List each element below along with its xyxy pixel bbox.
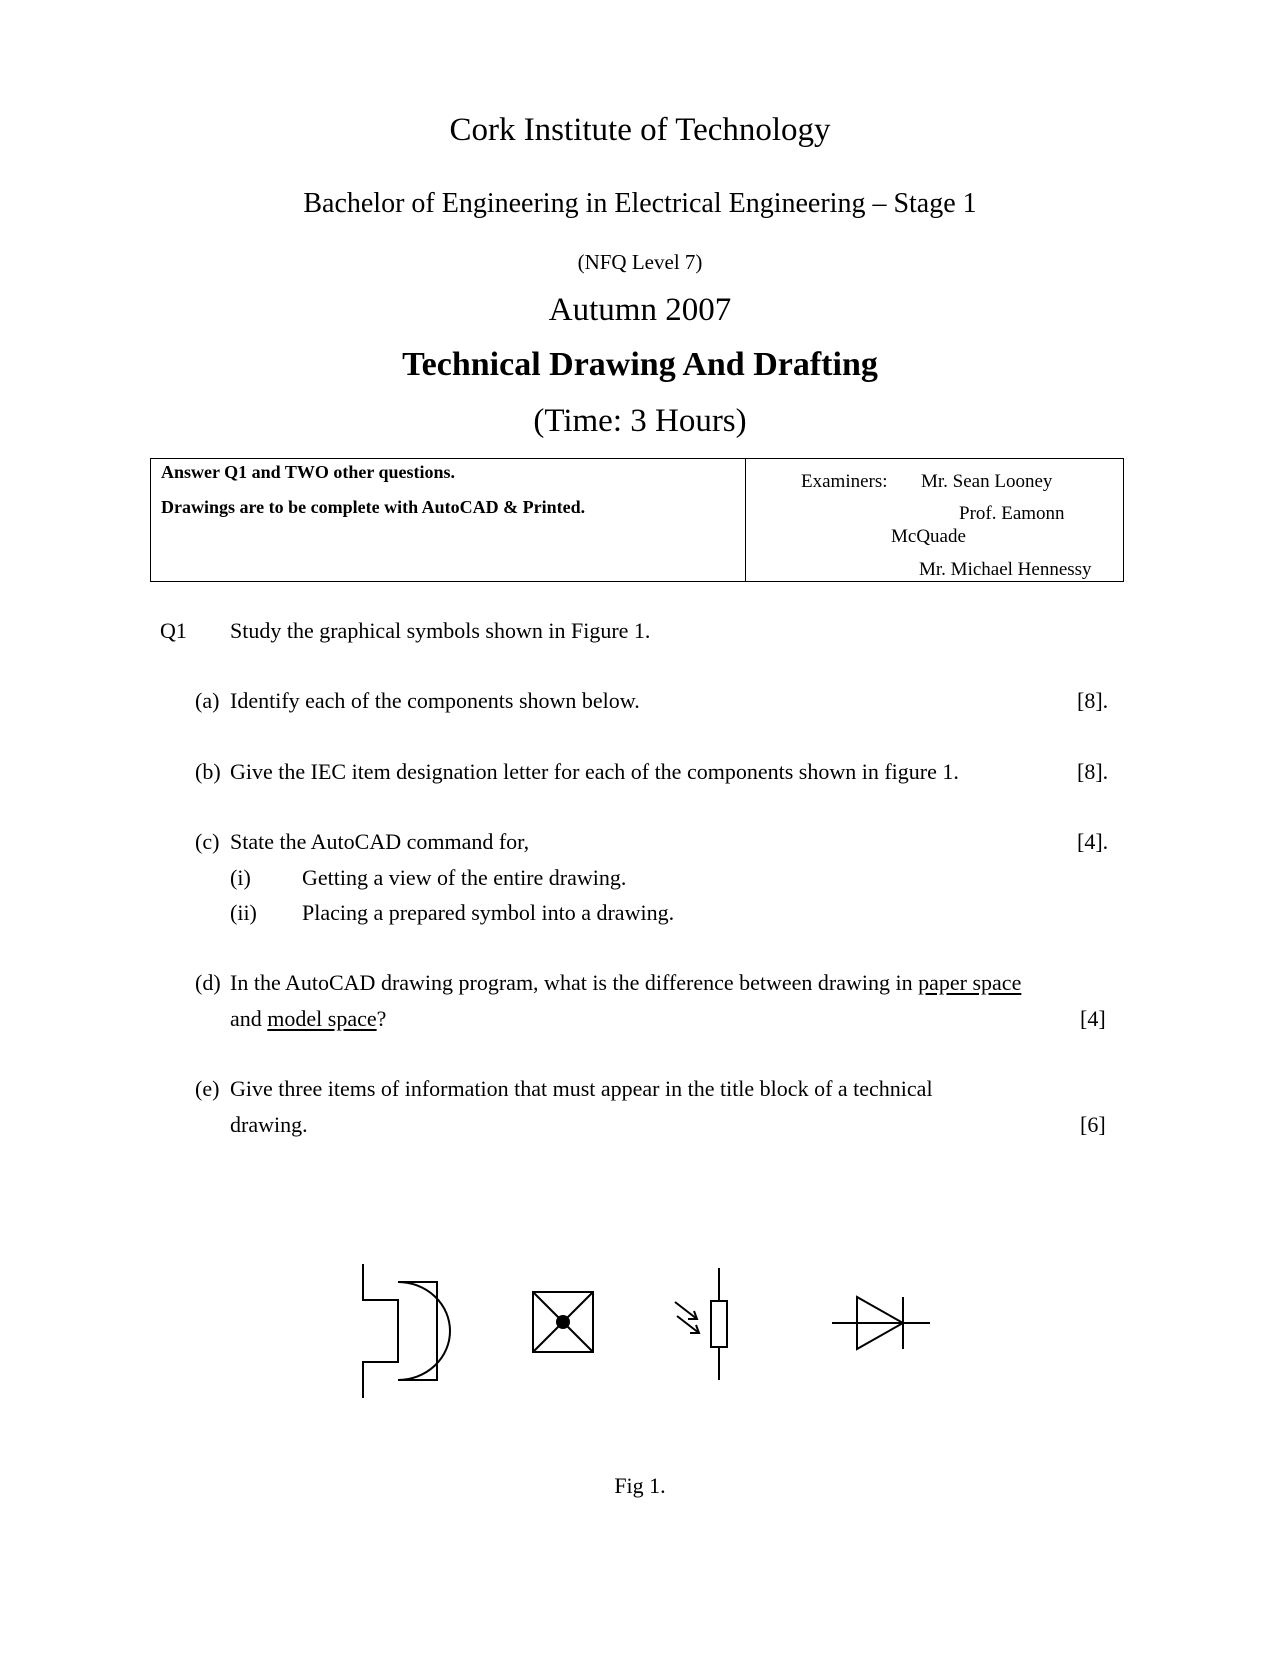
sub-part-label: (ii) (230, 900, 257, 925)
examiner-name: Mr. Michael Hennessy (919, 559, 1092, 580)
figure-1-symbols (0, 1250, 1280, 1400)
lamp-symbol (533, 1292, 593, 1352)
figure-caption: Fig 1. (614, 1473, 666, 1498)
part-b-text: Give the IEC item designation letter for each of the components shown in figure 1. (230, 759, 959, 784)
institute-name: Cork Institute of Technology (449, 112, 831, 148)
instruction-line: Drawings are to be complete with AutoCAD & Printed. (161, 497, 586, 517)
part-d-text: In the AutoCAD drawing program, what is the difference between drawing in (230, 970, 919, 995)
part-d-text: ? (376, 1006, 387, 1031)
part-e-mark: [6] (1080, 1112, 1106, 1137)
part-label: (a) (195, 688, 220, 713)
part-label: (b) (195, 759, 221, 784)
part-e-line2: drawing. (230, 1112, 308, 1137)
part-label: (d) (195, 970, 221, 995)
part-c-text: State the AutoCAD command for, (230, 829, 530, 854)
exam-duration: (Time: 3 Hours) (533, 403, 747, 439)
sub-part-text: Getting a view of the entire drawing. (302, 865, 627, 890)
programme-title: Bachelor of Engineering in Electrical Engineering – Stage 1 (303, 188, 977, 219)
question-intro: Study the graphical symbols shown in Figure 1. (230, 618, 651, 643)
part-b-mark: [8]. (1077, 759, 1109, 784)
loudspeaker-symbol (363, 1264, 450, 1398)
part-d-mark: [4] (1080, 1006, 1106, 1031)
term-model-space: model space (267, 1006, 377, 1031)
nfq-level: (NFQ Level 7) (577, 250, 703, 274)
instructions-cell (151, 459, 746, 581)
exam-session: Autumn 2007 (548, 292, 732, 328)
sub-part-text: Placing a prepared symbol into a drawing. (302, 900, 675, 925)
part-e-line1: Give three items of information that must appear in the title block of a technical (230, 1076, 933, 1101)
subject-title: Technical Drawing And Drafting (402, 346, 878, 383)
examiner-name: McQuade (891, 526, 966, 547)
examiners-cell (746, 459, 1123, 581)
term-paper-space: paper space (918, 970, 1022, 995)
examiner-name: Prof. Eamonn (959, 503, 1065, 524)
light-dependent-resistor-symbol (675, 1268, 727, 1380)
diode-symbol (832, 1297, 930, 1349)
part-d-line2 (230, 1006, 386, 1032)
instruction-line: Answer Q1 and TWO other questions. (161, 462, 456, 482)
examiner-name: Mr. Sean Looney (921, 471, 1053, 492)
instructions-box (150, 458, 1124, 582)
part-label: (e) (195, 1076, 220, 1101)
part-c-mark: [4]. (1077, 829, 1109, 854)
part-label: (c) (195, 829, 220, 854)
part-d-text: and (230, 1006, 268, 1031)
sub-part-label: (i) (230, 865, 251, 890)
part-a-mark: [8]. (1077, 688, 1109, 713)
part-d-line1 (230, 970, 1021, 996)
part-a-text: Identify each of the components shown below. (230, 688, 640, 713)
examiners-label: Examiners: (801, 471, 888, 492)
question-number: Q1 (160, 618, 187, 643)
